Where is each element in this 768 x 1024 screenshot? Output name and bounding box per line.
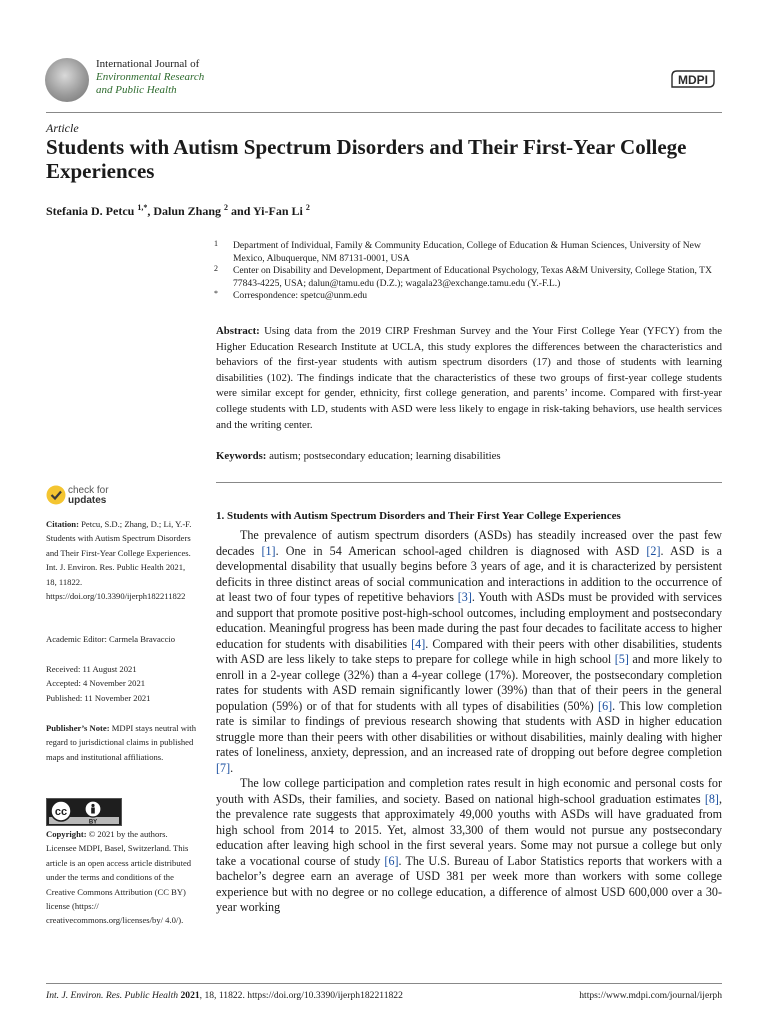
- mdpi-logo-text: MDPI: [678, 73, 708, 87]
- cc-by-license-icon[interactable]: [46, 798, 122, 826]
- affiliation-marker: *: [214, 289, 218, 298]
- article-type: Article: [46, 121, 79, 135]
- author-sup: 2: [305, 203, 310, 212]
- abstract: [216, 324, 722, 433]
- author-sup: 2: [224, 203, 229, 212]
- publisher-note-label: Publisher’s Note:: [46, 723, 110, 733]
- cc-badge-text: BY: [88, 819, 98, 826]
- body-span: . Compared with their peers with other disabilities, students with ASD are less likely to take steps to prepare for college while in high school: [216, 636, 723, 666]
- svg-text:cc: cc: [54, 806, 68, 818]
- affiliation-text: Center on Disability and Development, Department of Educational Psychology, Texas A&M University, College Station, TX 77843-4225, USA; dalun@tamu.edu (D.Z.); wagala23@exchange.tamu.edu (Y.-F.L.): [233, 265, 712, 289]
- accepted-date: Accepted: 4 November 2021: [46, 678, 146, 689]
- page-title: Students with Autism Spectrum Disorders and Their First-Year College Experiences: [46, 135, 687, 183]
- keywords-text: autism; postsecondary education; learning disabilities: [269, 450, 501, 462]
- check-for-updates-label[interactable]: [68, 486, 109, 506]
- citation-link[interactable]: [5]: [614, 652, 629, 666]
- body-span: . One in 54 American school-aged children is diagnosed with ASD: [275, 543, 647, 558]
- publisher-note: [46, 721, 198, 764]
- author-name[interactable]: Stefania D. Petcu: [46, 204, 135, 218]
- body-span: The low college participation and completion rates result in high economic and personal costs for youth with ASDs, their families, and society. Based on national high-school graduation estimates: [216, 776, 722, 806]
- footer-rule: [46, 983, 722, 984]
- author-name[interactable]: Yi-Fan Li: [252, 204, 303, 218]
- received-date: Received: 11 August 2021: [46, 664, 137, 674]
- updates-line1: check for: [68, 485, 109, 496]
- section-heading: 1. Students with Autism Spectrum Disorders and Their First Year College Experiences: [216, 510, 621, 522]
- citation-block: [46, 517, 198, 603]
- citation-link[interactable]: [6]: [384, 853, 399, 868]
- body-span: The prevalence of autism spectrum disorders (ASDs) has steadily increased over the past few decades: [216, 528, 722, 558]
- check-for-updates-icon[interactable]: [46, 484, 66, 506]
- updates-line2: updates: [68, 495, 107, 506]
- citation-link[interactable]: [4]: [411, 636, 426, 651]
- author-sup: 1,*: [137, 203, 148, 212]
- body-span: and more likely to enroll in a 2-year college (32%) than a 4-year college (17%). Moreover, the postsecondary completion rates for students with ASD remain significantly lower (39%) than that of their peers in the general population (59%) or of that for students with all types of disabilities (50%): [216, 652, 722, 713]
- copyright-text: © 2021 by the authors. Licensee MDPI, Basel, Switzerland. This article is an open access article distributed under the terms and conditions of the Creative Commons Attribution (CC BY) license (https:// creativecommons.org/licenses/by/ 4.0/).: [46, 829, 192, 926]
- paragraph: [216, 776, 722, 916]
- footer-journal: Int. J. Environ. Res. Public Health: [46, 990, 179, 1001]
- mdpi-logo: [668, 67, 718, 91]
- affiliations: [216, 240, 726, 303]
- publisher-note-text: MDPI stays neutral with regard to jurisdictional claims in published maps and institutional affiliations.: [46, 723, 196, 762]
- journal-name: [96, 58, 204, 97]
- citation-link[interactable]: [7]: [216, 760, 231, 775]
- citation-link[interactable]: [1]: [261, 543, 276, 558]
- academic-editor: Academic Editor: Carmela Bravaccio: [46, 634, 176, 644]
- body-span: .: [230, 760, 234, 775]
- copyright-label: Copyright:: [46, 829, 87, 839]
- citation-link[interactable]: [2]: [646, 543, 661, 558]
- footer-citation: [46, 990, 403, 1001]
- abstract-rule: [216, 482, 722, 483]
- copyright-block: [46, 827, 198, 928]
- body-span: . Youth with ASDs must be provided with services and support that promote positive post-high-school outcomes, including employment and postsecondary education. Meaningful progress has been made during the past four decades to facilitate access to higher education for students with disabilities: [216, 590, 722, 651]
- abstract-text: Using data from the 2019 CIRP Freshman Survey and the Your First College Year (YFCY) from the Higher Education Research Institute at UCLA, this study explores the differences between the characteristics and behaviors of the first-year students with autism spectrum disorders (17) and those of students with learning disabilities (102). The findings indicate that the characteristics of these two groups of first-year college students were similar except for gender, ethnicity, first college generation, and parents’ income. Compared with first-year college students with LD, students with ASD were less likely to engage in risk-taking behaviors, use health services and the writing center.: [216, 325, 723, 431]
- affiliation-marker: 2: [214, 264, 218, 273]
- journal-name-line1: International Journal of: [96, 58, 200, 70]
- footer-journal-url[interactable]: https://www.mdpi.com/journal/ijerph: [579, 990, 722, 1001]
- footer-year: 2021: [180, 990, 200, 1001]
- paragraph: [216, 528, 722, 776]
- affiliation-item: [216, 265, 726, 290]
- author-name[interactable]: Dalun Zhang: [153, 204, 222, 218]
- abstract-label: Abstract:: [216, 325, 260, 337]
- citation-link[interactable]: [6]: [598, 698, 613, 713]
- citation-link[interactable]: [3]: [457, 590, 472, 604]
- affiliation-item: [216, 240, 726, 265]
- published-date: Published: 11 November 2021: [46, 692, 151, 703]
- affiliation-item: [216, 290, 726, 303]
- keywords-label: Keywords:: [216, 450, 267, 462]
- citation-link[interactable]: [8]: [704, 791, 719, 806]
- footer-doi[interactable]: , 18, 11822. https://doi.org/10.3390/ijerph182211822: [199, 990, 403, 1001]
- citation-label: Citation:: [46, 519, 79, 529]
- body-span: . ASD is a developmental disability that usually begins before 3 years of age, and it is characterized by persistent deficits in three distinct areas of social communication and interactions in addition to the occurrence of at least two of four types of repetitive behaviors: [216, 543, 722, 604]
- dates-block: [46, 662, 198, 705]
- affiliation-text: Department of Individual, Family & Community Education, College of Education & Human Sciences, University of New Mexico, Albuquerque, NM 87131-0001, USA: [233, 240, 701, 264]
- body-text: [216, 528, 722, 916]
- keywords: [216, 450, 501, 462]
- header-rule: [46, 112, 722, 113]
- affiliation-marker: 1: [214, 239, 218, 248]
- journal-name-line2: Environmental Research: [96, 71, 205, 83]
- journal-logo: [45, 58, 89, 102]
- journal-name-line3: and Public Health: [96, 84, 177, 96]
- affiliation-text: Correspondence: spetcu@unm.edu: [233, 290, 368, 301]
- body-span: . The U.S. Bureau of Labor Statistics reports that workers with a bachelor’s degree earn an average of USD 381 per week more than workers with some college experience but with no degree or no college education, a difference of almost USD 600,000 over a 30-year working: [216, 853, 722, 914]
- body-span: . This low completion rate is similar to findings of previous research showing that students with ASD in higher education struggle more than their peers with other disabilities or without disabilities, mainly dealing with higher rates of loneliness, anxiety, depression, and an increased rate of dropping out before degree completion: [216, 698, 722, 759]
- body-span: , the prevalence rate suggests that approximately 49,000 youths with ASDs will have graduated from high school from 2014 to 2015. Yet, almost 33,300 of them would not pursue any postsecondary education after leaving high school in the first several years. Some may not pursue a college but only take a vocational course of study: [216, 791, 722, 868]
- author-list: Stefania D. Petcu $^{1,*}$, Dalun Zhang $^2$ and Yi-Fan Li $^2$: [46, 203, 310, 218]
- citation-text: Petcu, S.D.; Zhang, D.; Li, Y.-F. Students with Autism Spectrum Disorders and Their First-Year College Experiences. Int. J. Environ. Res. Public Health 2021, 18, 11822. https://doi.org/10.3390/ijerph182211822: [46, 519, 192, 602]
